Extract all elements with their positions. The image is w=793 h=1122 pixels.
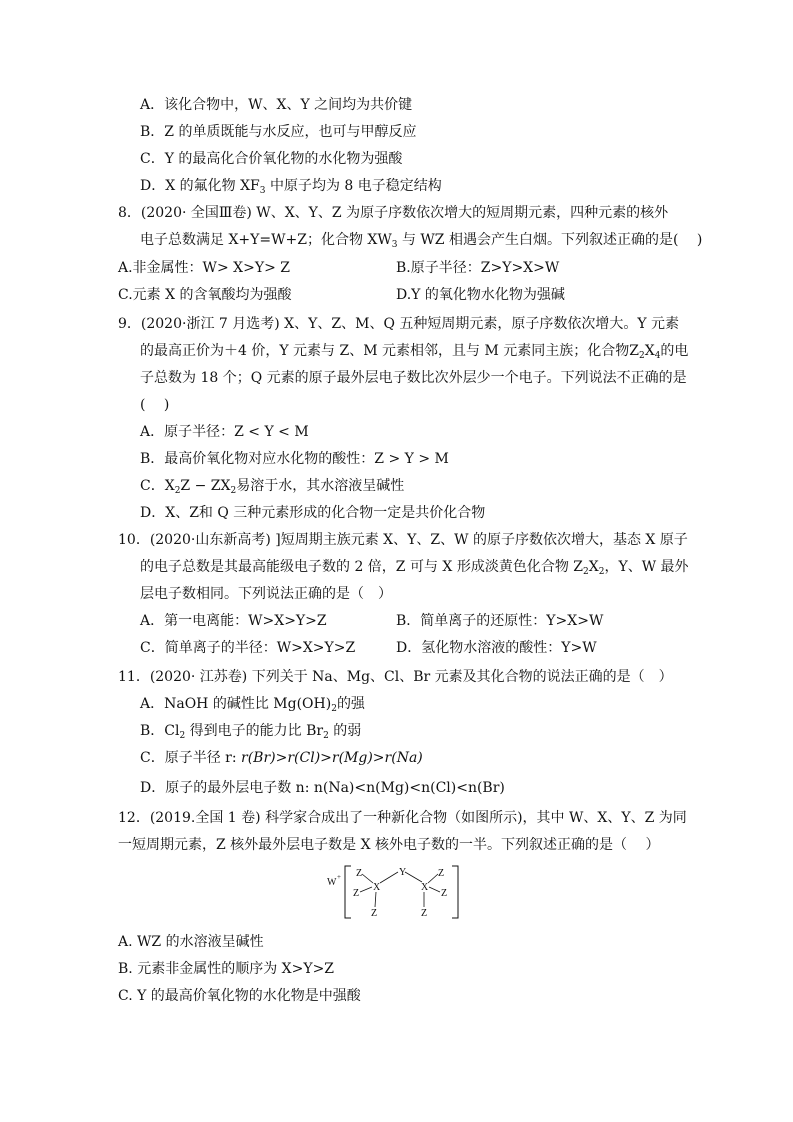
q10-option-b: B．简单离子的还原性：Y>X>W: [396, 613, 604, 629]
q9-stem-line1: 9．(2020·浙江 7 月选考) X、Y、Z、M、Q 五种短周期元素，原子序数依次增大。Y 元素: [118, 316, 680, 332]
q12-option-c: C. Y 的最高价氧化物的水化物是中强酸: [118, 988, 361, 1004]
q11-c-expression: r(Br)>r(Cl)>r(Mg)>r(Na): [241, 750, 423, 766]
q7-option-d: D．X 的氟化物 $XF_3$ 中原子均为 8 电子稳定结构: [140, 178, 442, 196]
q12-stem-line2: 一短周期元素，Z 核外最外层电子数是 X 核外电子数的一半。下列叙述正确的是（ ）: [118, 837, 660, 853]
q8-option-c: C.元素 X 的含氧酸均为强酸: [118, 287, 292, 303]
q12-stem-line1: 12．(2019.全国 1 卷) 科学家合成出了一种新化合物（如图所示)，其中 W、X、Y、Z 为同: [118, 810, 687, 826]
structure-cation-charge: +: [337, 873, 341, 881]
q11-option-d: D．原子的最外层电子数 n: n(Na)<n(Mg)<n(Cl)<n(Br): [140, 780, 505, 796]
q9-option-c: C．$X_2Z - ZX_2$易溶于水，其水溶液呈碱性: [140, 478, 405, 496]
structure-y-center: Y: [399, 867, 407, 878]
q9-stem-line2: 的最高正价为＋4 价，Y 元素与 Z、M 元素相邻，且与 M 元素同主族；化合物$Z_2X_4$的电: [140, 343, 689, 361]
q12-option-b: B. 元素非金属性的顺序为 X>Y>Z: [118, 961, 335, 977]
q9-stem-line3: 子总数为 18 个；Q 元素的原子最外层电子数比次外层少一个电子。下列说法不正确的是: [140, 370, 687, 386]
q12-option-a: A. WZ 的水溶液呈碱性: [118, 934, 264, 950]
structure-z-right-top: Z: [438, 868, 445, 879]
q11-stem: 11．(2020· 江苏卷) 下列关于 Na、Mg、Cl、Br 元素及其化合物的说法正确的是（ ）: [118, 669, 673, 685]
q10-stem-line3: 层电子数相同。下列说法正确的是（ ）: [140, 586, 392, 602]
q8-option-a: A.非金属性：W> X>Y> Z: [118, 260, 290, 276]
q9-option-b: B．最高价氧化物对应水化物的酸性：Z > Y > M: [140, 451, 449, 467]
structure-z-left-top: Z: [356, 868, 363, 879]
structure-x-right: X: [421, 882, 429, 893]
q7-option-a: A．该化合物中，W、X、Y 之间均为共价键: [140, 97, 413, 113]
molecule-structure-diagram: [325, 862, 465, 922]
q11-d-expression: n(Na)<n(Mg)<n(Cl)<n(Br): [313, 780, 505, 796]
structure-z-left-bottom: Z: [371, 908, 378, 919]
q10-option-d: D．氢化物水溶液的酸性：Y>W: [396, 640, 597, 656]
q11-option-a: A．NaOH 的碱性比 $Mg(OH)_2$的强: [140, 696, 365, 714]
q8-option-d: D.Y 的氧化物水化物为强碱: [396, 287, 565, 303]
q7-option-c: C．Y 的最高化合价氧化物的水化物为强酸: [140, 151, 403, 167]
q9-option-d: D．X、Z和 Q 三种元素形成的化合物一定是共价化合物: [140, 505, 486, 521]
structure-x-left: X: [373, 882, 381, 893]
structure-z-right-mid: Z: [441, 888, 448, 899]
q8-stem-line2: 电子总数满足 X+Y=W+Z；化合物 $XW_3$ 与 WZ 相遇会产生白烟。下列叙述正确的是( ): [140, 232, 703, 250]
q7-option-b: B．Z 的单质既能与水反应，也可与甲醇反应: [140, 124, 417, 140]
q11-option-c: C．原子半径 r: r(Br)>r(Cl)>r(Mg)>r(Na): [140, 750, 423, 766]
q8-stem-line1: 8．(2020· 全国Ⅲ卷) W、X、Y、Z 为原子序数依次增大的短周期元素，四种元素的核外: [118, 205, 669, 221]
q10-option-c: C．简单离子的半径：W>X>Y>Z: [140, 640, 356, 656]
structure-cation-w: W: [327, 877, 337, 888]
q10-option-a: A．第一电离能：W>X>Y>Z: [140, 613, 327, 629]
q10-stem-line2: 的电子总数是其最高能级电子数的 2 倍，Z 可与 X 形成淡黄色化合物 $Z_2X_2$，Y、W 最外: [140, 559, 689, 577]
structure-z-right-bottom: Z: [421, 908, 428, 919]
q10-stem-line1: 10．(2020·山东新高考) ]短周期主族元素 X、Y、Z、W 的原子序数依次增大，基态 X 原子: [118, 532, 688, 548]
q9-option-a: A．原子半径：Z < Y < M: [140, 424, 309, 440]
q11-option-b: B．$Cl_2$ 得到电子的能力比 $Br_2$ 的弱: [140, 723, 362, 741]
structure-z-left-mid: Z: [353, 888, 360, 899]
q9-answer-blank: ( ): [140, 397, 170, 413]
q8-option-b: B.原子半径：Z>Y>X>W: [396, 260, 560, 276]
